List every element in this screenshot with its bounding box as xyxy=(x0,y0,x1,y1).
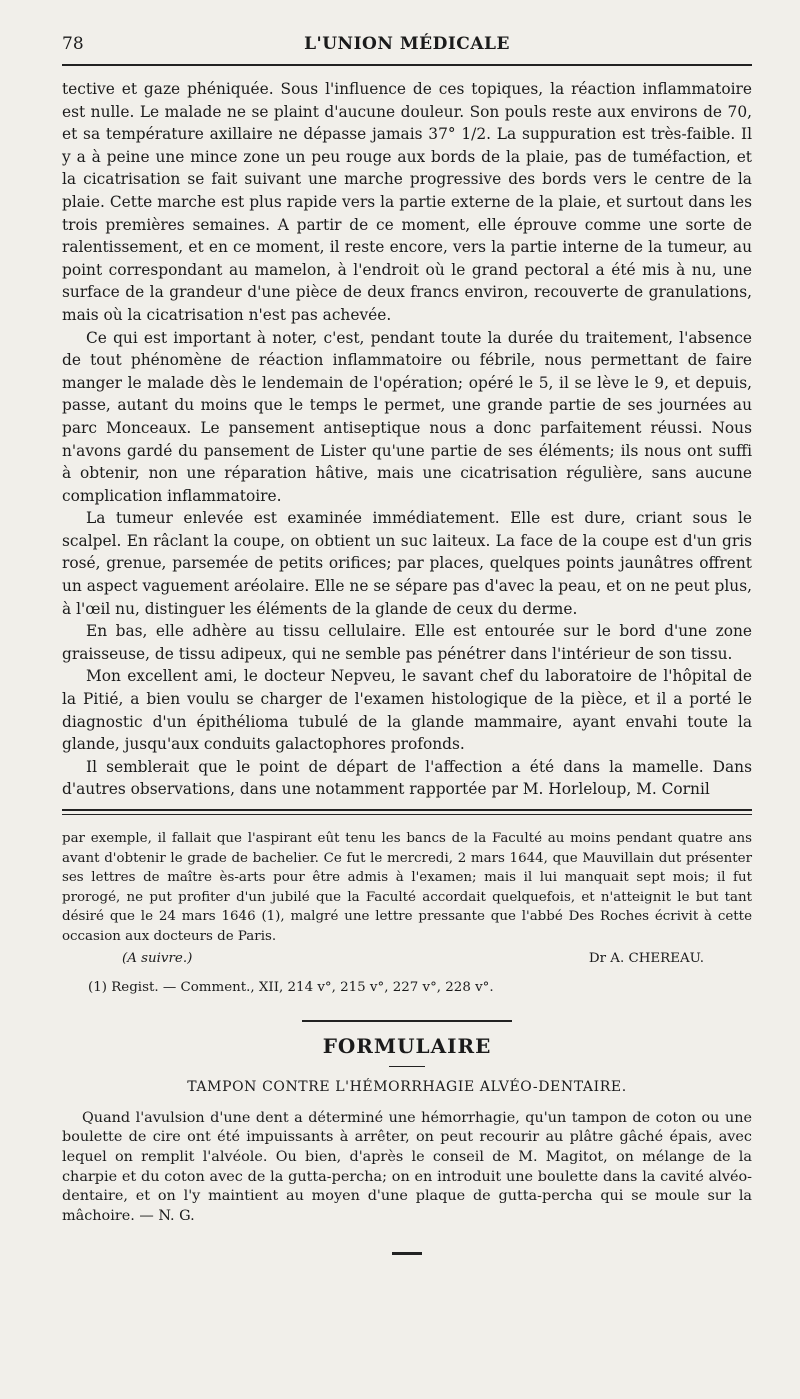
signature-row xyxy=(62,949,752,969)
page-header xyxy=(62,28,752,62)
formulaire-text: Quand l'avulsion d'une dent a déterminé une hémorrhagie, qu'un tampon de coton ou une boulette de cire ont été impuissants à arrêter, on peut recourir au plâtre gâché épais, avec lequel on remplit l'alvéole. Ou bien, d'après le conseil de M. Magitot, on mélange de la charpie et du coton avec de la gutta-percha; on en introduit une boulette dans la cavité alvéo-dentaire, et on l'y maintient au moyen d'une plaque de gutta-percha qui se moule sur la mâchoire. — N. G. xyxy=(62,1109,752,1224)
footnote-1: (1) Regist. — Comment., XII, 214 v°, 215 v°, 227 v°, 228 v°. xyxy=(88,980,494,996)
running-title: L'UNION MÉDICALE xyxy=(304,34,510,54)
to-be-continued: (A suivre.) xyxy=(122,950,193,966)
body-paragraph-5: Mon excellent ami, le docteur Nepveu, le savant chef du laboratoire de l'hôpital de la Pitié, a bien voulu se charger de l'examen histologique de la pièce, et il a porté le diagnostic d'un épithélioma tubulé de la glande mammaire, ayant envahi toute la glande, jusqu'aux conduits galactophores profonds. xyxy=(62,667,752,754)
article-body xyxy=(62,78,752,801)
header-rule xyxy=(62,64,752,66)
body-paragraph-4: En bas, elle adhère au tissu cellulaire. Elle est entourée sur le bord d'une zone graisseuse, de tissu adipeux, qui ne semble pas pénétrer dans l'intérieur de son tissu. xyxy=(62,622,752,663)
formulaire-heading: FORMULAIRE xyxy=(322,1033,492,1058)
journal-page xyxy=(62,28,752,1388)
end-rule xyxy=(392,1252,422,1255)
feuilleton-separator xyxy=(62,809,752,815)
section-rule xyxy=(302,1020,512,1022)
formulaire-subtitle: TAMPON CONTRE L'HÉMORRHAGIE ALVÉO-DENTAIRE. xyxy=(187,1078,627,1095)
feuilleton-text: par exemple, il fallait que l'aspirant eût tenu les bancs de la Faculté au moins pendant quatre ans avant d'obtenir le grade de bachelier. Ce fut le mercredi, 2 mars 1644, que Mauvillain dut présenter ses lettres de maître ès-arts pour être admis à l'examen; mais il lui manquait sept mois; il fut prorogé, ne put profiter d'un jubilé que la Faculté accordait quelquefois, et n'atteignit le but tant désiré que le 24 mars 1646 (1), malgré une lettre pressante que l'abbé Des Roches écrivit à cette occasion aux docteurs de Paris. xyxy=(62,831,752,944)
heading-underline xyxy=(389,1066,425,1067)
body-paragraph-1: tective et gaze phéniquée. Sous l'influence de ces topiques, la réaction inflammatoire est nulle. Le malade ne se plaint d'aucune douleur. Son pouls reste aux environs de 70, et sa température axillaire ne dépasse jamais 37° 1/2. La suppuration est très-faible. Il y a à peine une mince zone un peu rouge aux bords de la plaie, pas de tuméfaction, et la cicatrisation se fait suivant une marche progressive des bords vers le centre de la plaie. Cette marche est plus rapide vers la partie externe de la plaie, et surtout dans les trois premières semaines. A partir de ce moment, elle éprouve comme une sorte de ralentissement, et en ce moment, il reste encore, vers la partie interne de la tumeur, au point correspondant au mamelon, à l'endroit où le grand pectoral a été mis à nu, une surface de la grandeur d'une pièce de deux francs environ, recouverte de granulations, mais où la cicatrisation n'est pas achevée. xyxy=(62,80,752,324)
page-number: 78 xyxy=(62,34,84,54)
body-paragraph-6: Il semblerait que le point de départ de l'affection a été dans la mamelle. Dans d'autres observations, dans une notamment rapportée par M. Horleloup, M. Cornil xyxy=(62,757,752,799)
author-signature: Dr A. CHEREAU. xyxy=(588,950,704,966)
feuilleton-section xyxy=(62,829,752,998)
body-paragraph-2: Ce qui est important à noter, c'est, pendant toute la durée du traitement, l'absence de tout phénomène de réaction inflammatoire ou fébrile, nous permettant de faire manger le malade dès le lendemain de l'opération; opéré le 5, il se lève le 9, et depuis, passe, autant du moins que le temps le permet, une grande partie de ses journées au parc Monceaux. Le pansement antiseptique nous a donc parfaitement réussi. Nous n'avons gardé du pansement de Lister qu'une partie de ses éléments; ils nous ont suffi à obtenir, non une réparation hâtive, mais une cicatrisation régulière, sans aucune complication inflammatoire. xyxy=(62,328,752,505)
body-paragraph-3: La tumeur enlevée est examinée immédiatement. Elle est dure, criant sous le scalpel. En râclant la coupe, on obtient un suc laiteux. La face de la coupe est d'un gris rosé, grenue, parsemée de petits orifices; par places, quelques points jaunâtres offrent un aspect vaguement aréolaire. Elle ne se sépare pas d'avec la peau, et on ne peut plus, à l'œil nu, distinguer les éléments de la glande de ceux du derme. xyxy=(62,509,752,618)
